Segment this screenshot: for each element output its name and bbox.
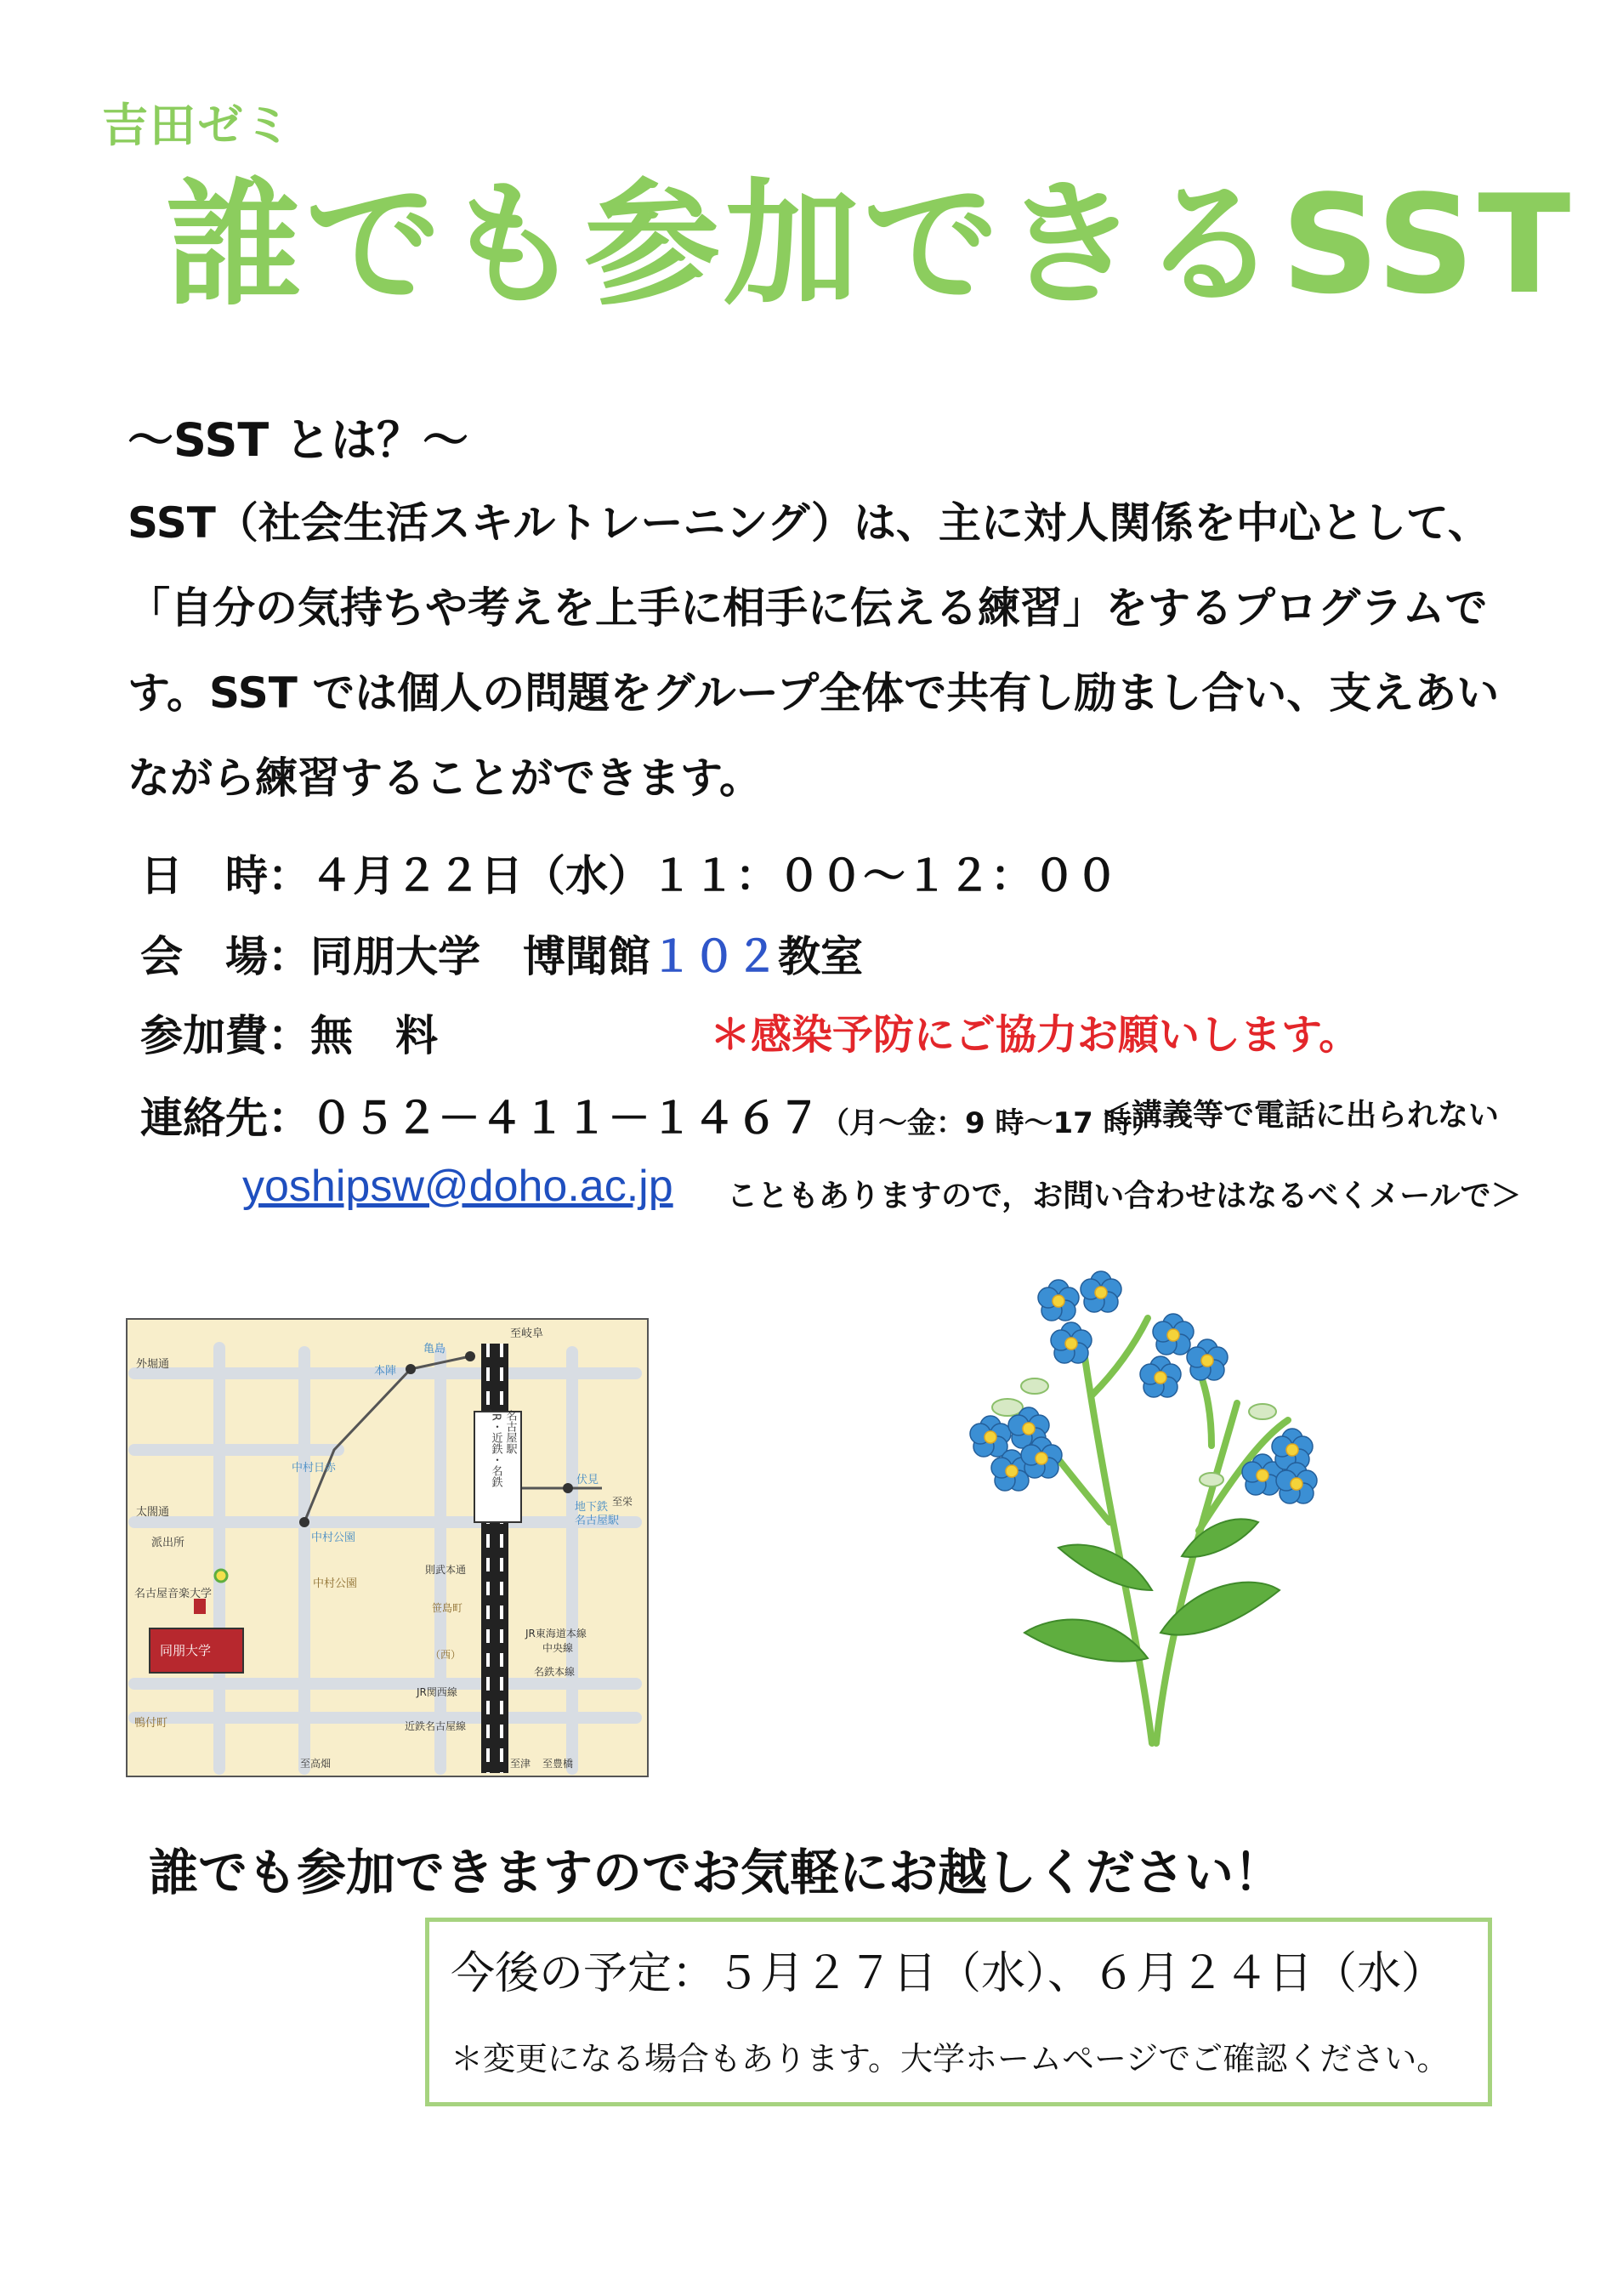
map-label-meitetsu-line: 名鉄本線 — [534, 1666, 576, 1678]
contact-hours: （月～金：9 時～17 時） — [820, 1106, 1161, 1140]
map-label-to-takabata: 至高畑 — [300, 1758, 332, 1770]
venue-value: 同朋大学 博聞館 — [310, 932, 650, 981]
infection-notice: ＊感染予防にご協力お願いします。 — [710, 1011, 1360, 1059]
map-label-nakamura-koen-st: 中村公園 — [311, 1532, 356, 1544]
schedule-change-note: ＊変更になる場合もあります。大学ホームページでご確認ください。 — [451, 2040, 1450, 2077]
page-title: 誰でも参加できるSST — [166, 165, 1575, 324]
fee-value: 無 料 — [310, 1011, 438, 1060]
about-body: SST（社会生活スキルトレーニング）は、主に対人関係を中心として、「自分の気持ちや考えを上手に相手に伝える練習」をするプログラムです。SST では個人の問題をグループ全体で共有し励まし合い、支えあいながら練習することができます。 — [128, 498, 1500, 803]
date-label: 日 時： — [140, 851, 310, 901]
contact-row — [140, 1084, 1161, 1145]
map-label-fushimi: 伏見 — [576, 1474, 599, 1486]
venue-row — [140, 923, 863, 984]
map-label-chuo: 中央線 — [542, 1642, 574, 1654]
venue-label: 会 場： — [140, 932, 310, 981]
map-label-kotsuki: 鴨付町 — [134, 1717, 168, 1730]
map-label-nakamura-koen: 中村公園 — [313, 1577, 358, 1590]
map-label-jr-tokaido: JR東海道本線 — [525, 1628, 587, 1640]
map-label-to-gifu: 至岐阜 — [510, 1327, 544, 1340]
map-label-ongaku: 名古屋音楽大学 — [134, 1588, 213, 1600]
map-label-to-toyohashi: 至豊橋 — [542, 1758, 574, 1770]
map-label-nagoya-station: 名古屋駅 — [503, 1410, 517, 1454]
map-label-taiko: 太閤通 — [136, 1506, 170, 1519]
map-label-to-tsu: 至津 — [510, 1758, 531, 1770]
access-map — [126, 1318, 649, 1777]
map-label-nishi: （西） — [430, 1649, 462, 1661]
date-value: ４月２２日（水）１１：００～１２：００ — [310, 851, 1118, 901]
map-label-to-sakae: 至栄 — [612, 1496, 633, 1508]
map-label-noritake: 則武本通 — [425, 1564, 467, 1576]
map-label-jr-kansai: JR関西線 — [417, 1686, 457, 1698]
map-label-koban: 派出所 — [151, 1537, 185, 1549]
welcome-message: 誰でも参加できますのでお気軽にお越しください！ — [149, 1844, 1284, 1901]
venue-room: １０２ — [650, 932, 778, 981]
map-label-kameshima: 亀島 — [423, 1343, 446, 1355]
lecture-note-1: ＜講義等で電話に出られない — [1101, 1098, 1500, 1133]
fee-label: 参加費： — [140, 1011, 310, 1060]
fee-row — [140, 1002, 438, 1063]
upcoming-schedule: 今後の予定：５月２７日（水）、６月２４日（水） — [451, 1948, 1446, 1999]
map-label-sasashima: 笹島町 — [432, 1602, 463, 1614]
map-label-sotobori: 外堀通 — [136, 1358, 170, 1371]
lecture-note-2: こともありますので，お問い合わせはなるべくメールで＞ — [727, 1179, 1522, 1213]
venue-suffix: 教室 — [778, 932, 863, 981]
contact-label: 連絡先： — [140, 1094, 310, 1143]
map-label-subway: 地下鉄 — [575, 1501, 609, 1514]
phone-number: ０５２－４１１－１４６７ — [310, 1094, 820, 1143]
date-row — [140, 842, 1118, 903]
forget-me-not-illustration — [956, 1267, 1322, 1752]
map-label-nakamura-nisseki: 中村日赤 — [292, 1462, 337, 1475]
about-heading: ～SST とは？～ — [128, 413, 468, 467]
map-label-subway-nagoya: 名古屋駅 — [575, 1515, 620, 1527]
map-label-kintetsu-line: 近鉄名古屋線 — [405, 1720, 467, 1732]
map-label-jr-kintetsu-meitetsu: JR・近鉄・名鉄 — [489, 1410, 502, 1487]
seminar-name: 吉田ゼミ — [102, 99, 292, 152]
map-label-honjin: 本陣 — [374, 1365, 397, 1378]
map-label-doho: 同朋大学 — [160, 1643, 212, 1658]
email-link[interactable]: yoshipsw@doho.ac.jp — [242, 1162, 673, 1211]
